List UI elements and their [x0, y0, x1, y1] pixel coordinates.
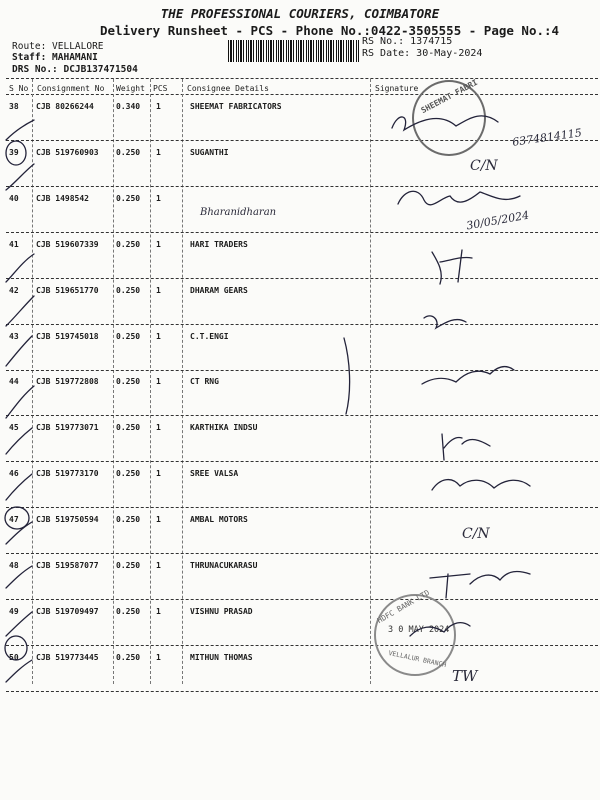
signature-46 — [432, 480, 530, 490]
row-pcs: 1 — [156, 239, 161, 249]
row-pcs: 1 — [156, 561, 161, 570]
column-divider — [370, 79, 371, 684]
vertical-scribble — [344, 338, 350, 414]
row-consignment: CJB 519760903 — [36, 147, 99, 157]
row-pcs: 1 — [156, 377, 161, 387]
row-consignee: KARTHIKA INDSU — [190, 423, 258, 433]
column-divider — [150, 79, 151, 684]
row-consignment: CJB 519651770 — [36, 285, 99, 295]
row-consignee: VISHNU PRASAD — [190, 606, 253, 616]
row-sno: 39 — [9, 147, 19, 157]
signature-43 — [424, 316, 466, 328]
row-sno: 45 — [9, 423, 19, 433]
handwritten-phone: 6374814115 — [511, 126, 583, 149]
row-pcs: 1 — [156, 515, 161, 525]
row-pcs: 1 — [156, 423, 161, 433]
row-sno: 44 — [9, 377, 19, 387]
bank-stamp-name: HDFC BANK LTD — [375, 587, 432, 626]
signature-48 — [430, 572, 530, 598]
row-consignment: CJB 80266244 — [36, 102, 94, 111]
row-separator — [6, 140, 598, 141]
bank-stamp-branch: VELLALUR BRANCH — [387, 648, 447, 670]
handwritten-date: 30/05/2024 — [465, 208, 531, 233]
bank-stamp-date: 3 0 MAY 2024 — [388, 625, 450, 635]
column-header-consignee: Consignee Details — [187, 84, 269, 93]
row-sno: 41 — [9, 239, 19, 249]
row-pcs: 1 — [156, 193, 161, 203]
row-pcs: 1 — [156, 285, 161, 295]
row-sno: 49 — [9, 606, 19, 616]
row-consignment: CJB 519773170 — [36, 469, 99, 479]
row-weight: 0.250 — [116, 652, 141, 662]
row-consignment: CJB 519607339 — [36, 239, 99, 249]
table-header-rule — [6, 94, 598, 95]
row-separator — [6, 232, 598, 233]
handwritten-tw: TW — [452, 667, 478, 685]
tick-mark — [6, 120, 34, 140]
signature-40 — [398, 191, 520, 205]
row-pcs: 1 — [156, 147, 161, 157]
tick-mark — [6, 386, 34, 418]
column-header-pcs: PCS — [153, 84, 168, 93]
row-sno: 42 — [9, 285, 19, 295]
column-header-consignment: Consignment No — [37, 84, 105, 93]
company-name: THE PROFESSIONAL COURIERS, COIMBATORE — [160, 6, 440, 21]
row-separator — [6, 507, 598, 508]
row-separator — [6, 461, 598, 462]
tick-mark — [6, 522, 32, 544]
row-weight: 0.250 — [116, 239, 141, 249]
rs-date: RS Date: 30-May-2024 — [362, 48, 483, 59]
row-consignment: CJB 519750594 — [36, 515, 99, 525]
row-sno: 40 — [9, 193, 19, 203]
row-consignment: CJB 519773071 — [36, 423, 99, 433]
handwritten-receiver-name: Bharanidharan — [200, 207, 277, 218]
column-header-weight: Weight — [116, 84, 145, 93]
row-weight: 0.250 — [116, 331, 141, 341]
row-sno: 38 — [9, 102, 19, 111]
column-divider — [113, 79, 114, 684]
drs-number: DRS No.: DCJB137471504 — [12, 64, 138, 75]
row-sno: 50 — [9, 652, 19, 662]
row-separator — [6, 186, 598, 187]
row-consignee: SUGANTHI — [190, 147, 229, 157]
row-consignment: CJB 1498542 — [36, 193, 89, 203]
tick-mark — [6, 660, 32, 682]
runsheet-title: Delivery Runsheet - PCS - Phone No.:0422-3505555 - Page No.:4 — [100, 23, 560, 38]
handwritten-cin: C/N — [462, 526, 490, 542]
route-label: Route: VELLALORE — [12, 41, 104, 52]
column-header-signature: Signature — [375, 84, 419, 93]
row-separator — [6, 599, 598, 600]
row-consignment: CJB 519587077 — [36, 561, 99, 570]
row-weight: 0.250 — [116, 285, 141, 295]
row-pcs: 1 — [156, 652, 161, 662]
row-consignment: CJB 519773445 — [36, 652, 99, 662]
handwritten-cin: C/N — [470, 158, 498, 174]
stamp-text: SHEEMAT FABRI — [419, 77, 480, 116]
row-weight: 0.250 — [116, 515, 141, 525]
row-sno: 46 — [9, 469, 19, 479]
column-divider — [32, 79, 33, 684]
row-weight: 0.250 — [116, 606, 141, 616]
row-weight: 0.340 — [116, 102, 141, 111]
row-weight: 0.250 — [116, 377, 141, 387]
row-pcs: 1 — [156, 469, 161, 479]
row-weight: 0.250 — [116, 147, 141, 157]
row-consignment: CJB 519709497 — [36, 606, 99, 616]
row-consignee: DHARAM GEARS — [190, 285, 248, 295]
table-top-rule — [6, 78, 598, 79]
row-consignee: THRUNACUKARASU — [190, 561, 258, 570]
barcode — [228, 40, 360, 62]
tick-mark — [6, 336, 32, 366]
row-weight: 0.250 — [116, 193, 141, 203]
signature-41 — [432, 250, 472, 284]
signature-45 — [442, 434, 490, 460]
tick-mark — [6, 296, 34, 326]
row-sno: 43 — [9, 331, 19, 341]
row-pcs: 1 — [156, 606, 161, 616]
row-separator — [6, 691, 598, 692]
row-sno: 47 — [9, 515, 19, 525]
row-separator — [6, 324, 598, 325]
row-separator — [6, 645, 598, 646]
row-weight: 0.250 — [116, 561, 141, 570]
row-weight: 0.250 — [116, 423, 141, 433]
row-separator — [6, 278, 598, 279]
row-separator — [6, 370, 598, 371]
row-consignee: MITHUN THOMAS — [190, 652, 253, 662]
column-header-sno: S No — [9, 84, 29, 93]
row-consignee: SHEEMAT FABRICATORS — [190, 102, 282, 111]
row-consignee: HARI TRADERS — [190, 239, 248, 249]
row-consignee: CT RNG — [190, 377, 219, 387]
rs-number: RS No.: 1374715 — [362, 36, 453, 47]
column-divider — [182, 79, 183, 684]
row-consignment: CJB 519745018 — [36, 331, 99, 341]
row-separator — [6, 415, 598, 416]
row-pcs: 1 — [156, 331, 161, 341]
row-sno: 48 — [9, 561, 19, 570]
row-consignment: CJB 519772808 — [36, 377, 99, 387]
row-consignee: SREE VALSA — [190, 469, 239, 479]
row-consignee: C.T.ENGI — [190, 331, 229, 341]
row-weight: 0.250 — [116, 469, 141, 479]
row-pcs: 1 — [156, 102, 161, 111]
row-separator — [6, 553, 598, 554]
row-consignee: AMBAL MOTORS — [190, 515, 248, 525]
staff-label: Staff: MAHAMANI — [12, 52, 98, 63]
